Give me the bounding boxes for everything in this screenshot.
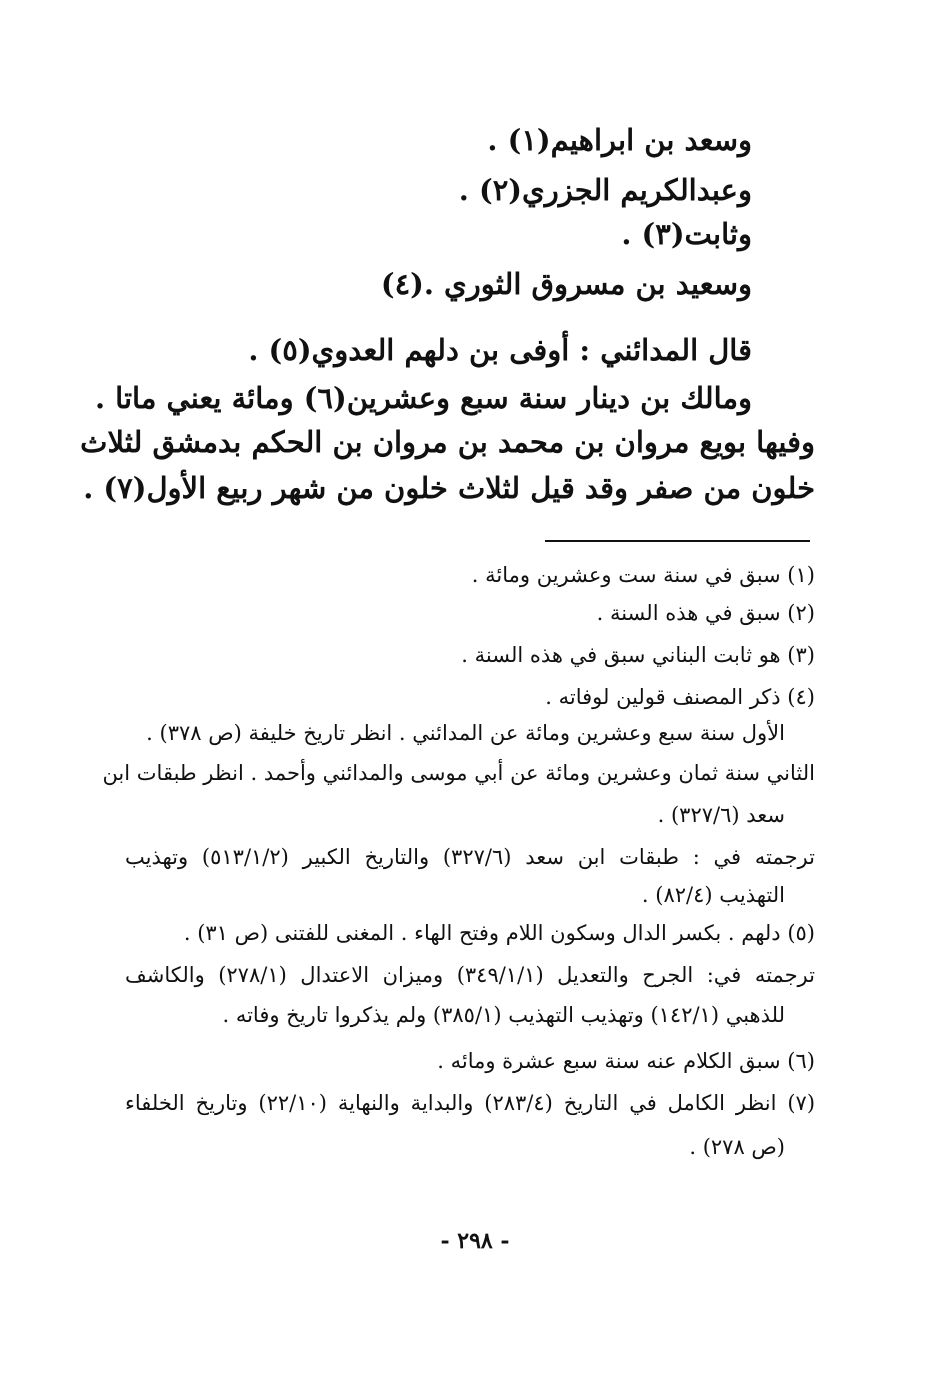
main-line-3: وثابت(٣) . — [621, 217, 752, 251]
main-line-7: وفيها بويع مروان بن محمد بن مروان بن الحكم بدمشق لثلاث — [80, 425, 815, 459]
footnote-4: (٤) ذكر المصنف قولين لوفاته . — [545, 685, 815, 709]
footnote-1: (١) سبق في سنة ست وعشرين ومائة . — [471, 563, 815, 587]
main-line-6: ومالك بن دينار سنة سبع وعشرين(٦) ومائة يعني ماتا . — [94, 381, 752, 415]
footnote-4-line-6: التهذيب (٨٢/٤) . — [641, 883, 785, 907]
main-line-4: وسعيد بن مسروق الثوري .(٤) — [380, 267, 752, 301]
footnote-4-line-2: الأول سنة سبع وعشرين ومائة عن المدائني . انظر تاريخ خليفة (ص ٣٧٨) . — [146, 721, 785, 745]
footnote-6: (٦) سبق الكلام عنه سنة سبع عشرة ومائه . — [437, 1049, 815, 1073]
page-number: - ٢٩٨ - — [440, 1228, 510, 1254]
main-line-5: قال المدائني : أوفى بن دلهم العدوي(٥) . — [248, 333, 752, 367]
footnote-3: (٣) هو ثابت البناني سبق في هذه السنة . — [461, 643, 815, 667]
footnote-separator — [545, 540, 810, 542]
footnote-5-line-3: للذهبي (١٤٢/١) وتهذيب التهذيب (٣٨٥/١) ولم يذكروا تاريخ وفاته . — [222, 1003, 785, 1027]
footnote-5: (٥) دلهم . بكسر الدال وسكون اللام وفتح الهاء . المغنى للفتنى (ص ٣١) . — [183, 921, 815, 945]
footnote-4-line-5: ترجمته في : طبقات ابن سعد (٣٢٧/٦) والتاريخ الكبير (٥١٣/١/٢) وتهذيب — [125, 845, 815, 869]
footnote-4-line-4: سعد (٣٢٧/٦) . — [657, 803, 785, 827]
footnote-7-line-2: (ص ٢٧٨) . — [689, 1135, 785, 1159]
main-line-1: وسعد بن ابراهيم(١) . — [487, 123, 752, 157]
footnote-2: (٢) سبق في هذه السنة . — [596, 601, 815, 625]
main-line-2: وعبدالكريم الجزري(٢) . — [458, 173, 752, 207]
footnote-5-line-2: ترجمته في: الجرح والتعديل (٣٤٩/١/١) وميزان الاعتدال (٢٧٨/١) والكاشف — [125, 963, 815, 987]
main-line-8: خلون من صفر وقد قيل لثلاث خلون من شهر ربيع الأول(٧) . — [83, 471, 815, 505]
footnote-4-line-3: الثاني سنة ثمان وعشرين ومائة عن أبي موسى والمدائني وأحمد . انظر طبقات ابن — [102, 761, 815, 785]
footnote-7: (٧) انظر الكامل في التاريخ (٢٨٣/٤) والبداية والنهاية (٢٢/١٠) وتاريخ الخلفاء — [125, 1091, 816, 1115]
